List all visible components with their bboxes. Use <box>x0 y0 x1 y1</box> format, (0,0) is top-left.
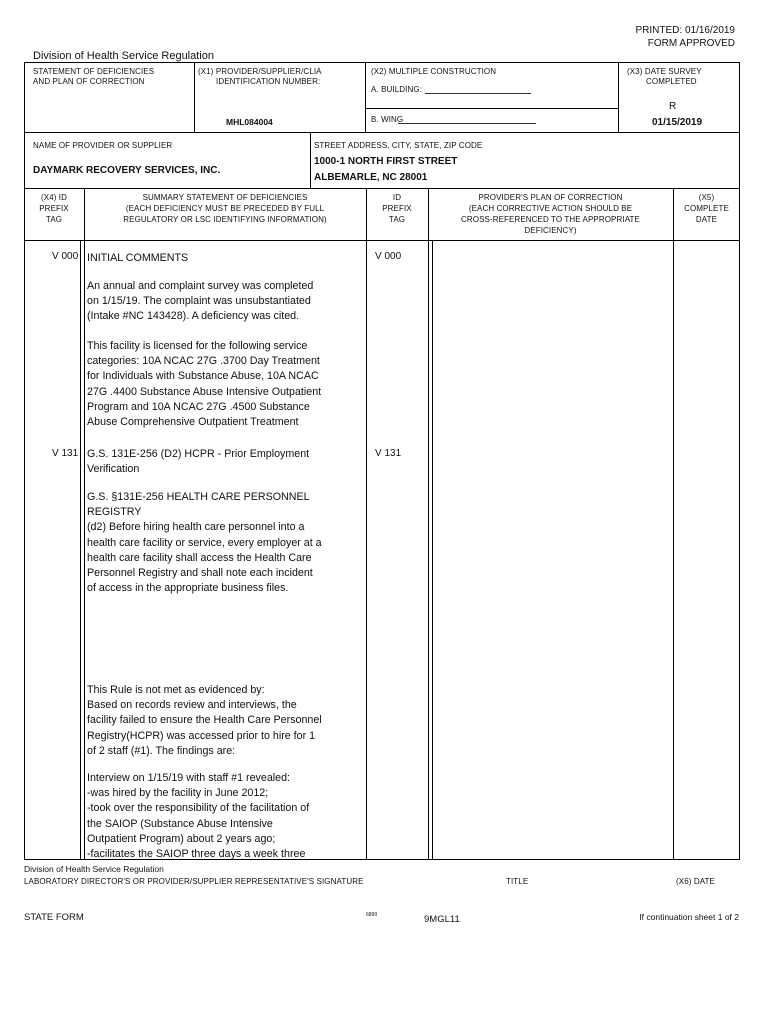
agency-title: Division of Health Service Regulation <box>33 50 214 62</box>
provider-name: DAYMARK RECOVERY SERVICES, INC. <box>33 165 221 176</box>
entry-tag: V 131 <box>52 448 79 459</box>
address-label: STREET ADDRESS, CITY, STATE, ZIP CODE <box>314 141 483 150</box>
provider-name-label: NAME OF PROVIDER OR SUPPLIER <box>33 141 173 150</box>
x1-label-2: IDENTIFICATION NUMBER: <box>216 77 321 86</box>
printed-date: PRINTED: 01/16/2019 <box>635 25 735 36</box>
form-code: 6899 <box>366 912 378 918</box>
continuation-sheet: If continuation sheet 1 of 2 <box>639 912 739 922</box>
plan-header-1: PROVIDER'S PLAN OF CORRECTION <box>478 193 623 202</box>
x3-label-2: COMPLETED <box>646 77 697 86</box>
address-line2: ALBEMARLE, NC 28001 <box>314 172 428 183</box>
provider-id: MHL084004 <box>226 117 273 127</box>
id-header-3: TAG <box>388 215 406 224</box>
plan-header-2: (EACH CORRECTIVE ACTION SHOULD BE <box>468 204 633 213</box>
x4-header-2: PREFIX <box>39 204 69 213</box>
title-label: TITLE <box>506 877 529 886</box>
x2-label: (X2) MULTIPLE CONSTRUCTION <box>371 67 497 76</box>
summary-header-2: (EACH DEFICIENCY MUST BE PRECEDED BY FULL <box>125 204 325 213</box>
entry-id-tag: V 000 <box>375 251 402 262</box>
building-field-line <box>425 93 531 94</box>
state-form-label: STATE FORM <box>24 912 84 923</box>
id-header-2: PREFIX <box>382 204 412 213</box>
form-approved: FORM APPROVED <box>647 38 735 49</box>
x5-header-3: DATE <box>695 215 718 224</box>
x4-header-1: (X4) ID <box>40 193 68 202</box>
x3-label: (X3) DATE SURVEY <box>627 67 702 76</box>
plan-header-4: DEFICIENCY) <box>524 226 577 235</box>
entry-title: INITIAL COMMENTS <box>87 252 189 264</box>
x4-header-3: TAG <box>45 215 63 224</box>
entry-id-tag: V 131 <box>375 448 402 459</box>
entry-paragraph: This Rule is not met as evidenced by: Based on records review and interviews, the facility failed to ensure the Health Care Personnel Registry(HCPR) was accessed prior to hire for 1 of 2 staff (#1). The findings are: <box>87 684 322 757</box>
id-header-1: ID <box>392 193 402 202</box>
entry-paragraph: G.S. §131E-256 HEALTH CARE PERSONNEL REGISTRY (d2) Before hiring health care personnel into a health care facility or service, every employer at a health care facility shall access the Health Care Personnel Registry and shall note each incident of access in the appropriate business files. <box>87 491 322 595</box>
x5-header-1: (X5) <box>698 193 715 202</box>
survey-code: R <box>669 101 677 112</box>
statement-label-2: AND PLAN OF CORRECTION <box>33 77 145 86</box>
x6-date-label: (X6) DATE <box>676 877 715 886</box>
plan-header-3: CROSS-REFERENCED TO THE APPROPRIATE <box>461 215 640 224</box>
wing-field-line <box>398 123 536 124</box>
event-id: 9MGL11 <box>424 914 460 925</box>
x1-label: (X1) PROVIDER/SUPPLIER/CLIA <box>198 67 322 76</box>
entry-title: G.S. 131E-256 (D2) HCPR - Prior Employment Verification <box>87 448 310 476</box>
entry-paragraph: Interview on 1/15/19 with staff #1 revealed: -was hired by the facility in June 2012; -took over the responsibility of the facilitation of the SAIOP (Substance Abuse Intensive Outpatient Program) about 2 years ago; -facilitates the SAIOP three days a week three <box>87 772 310 861</box>
entry-tag: V 000 <box>52 251 79 262</box>
statement-label: STATEMENT OF DEFICIENCIES <box>33 67 155 76</box>
entry-paragraph: An annual and complaint survey was completed on 1/15/19. The complaint was unsubstantiated (Intake #NC 143428). A deficiency was cited. <box>87 280 314 323</box>
x5-header-2: COMPLETE <box>684 204 729 213</box>
building-label: A. BUILDING: <box>371 85 422 94</box>
survey-date: 01/15/2019 <box>652 117 703 128</box>
address-line1: 1000-1 NORTH FIRST STREET <box>314 156 458 167</box>
footer-agency: Division of Health Service Regulation <box>24 864 164 874</box>
entry-paragraph: This facility is licensed for the following service categories: 10A NCAC 27G .3700 Day Treatment for Individuals with Substance Abuse, 10A NCAC 27G .4400 Substance Abuse Intensive Outpatient Program and 10A NCAC 27G .4500 Substance Abuse Comprehensive Outpatient Treatment <box>87 340 322 429</box>
signature-label: LABORATORY DIRECTOR'S OR PROVIDER/SUPPLIER REPRESENTATIVE'S SIGNATURE <box>24 877 364 886</box>
summary-header-1: SUMMARY STATEMENT OF DEFICIENCIES <box>142 193 308 202</box>
summary-header-3: REGULATORY OR LSC IDENTIFYING INFORMATION) <box>123 215 327 224</box>
wing-label: B. WING <box>371 115 404 124</box>
